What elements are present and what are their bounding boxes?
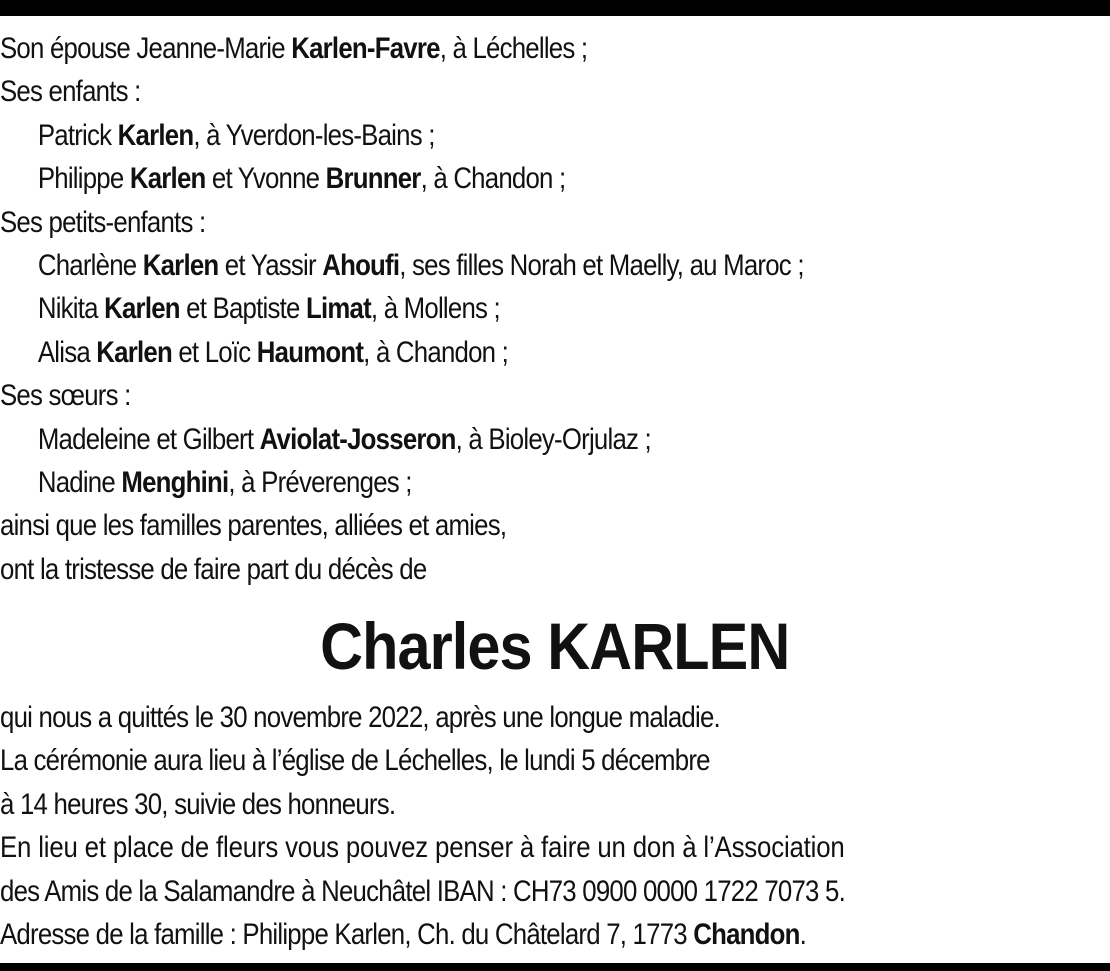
closing-line-1: ainsi que les familles parentes, alliées et amies, bbox=[0, 509, 507, 543]
grandchild-rest: , ses filles Norah et Maelly, au Maroc ; bbox=[399, 248, 804, 282]
grandchild-last: Karlen bbox=[142, 248, 219, 282]
grandchild-rest: , à Mollens ; bbox=[370, 292, 500, 326]
bottom-rule bbox=[0, 963, 1110, 971]
grandchild-mid: et Loïc bbox=[171, 335, 257, 369]
top-rule bbox=[0, 0, 1110, 16]
details-line-3: à 14 heures 30, suivie des honneurs. bbox=[0, 787, 396, 821]
grandchild-first: Nikita bbox=[37, 292, 105, 326]
grandchild-mid: et Yassir bbox=[218, 248, 323, 282]
grandchild-line bbox=[0, 287, 955, 330]
child-last: Karlen bbox=[117, 118, 194, 152]
sisters-heading: Ses sœurs : bbox=[0, 379, 131, 413]
address-prefix: Adresse de la famille : Philippe Karlen, Ch. du Châtelard 7, 1773 bbox=[0, 917, 694, 951]
address-city: Chandon bbox=[693, 917, 800, 951]
details-line-4: En lieu et place de fleurs vous pouvez penser à faire un don à l’Association bbox=[0, 831, 845, 865]
family-list bbox=[0, 27, 955, 591]
address-line bbox=[0, 913, 955, 956]
child-last: Karlen bbox=[129, 162, 206, 196]
details-line-1: qui nous a quittés le 30 novembre 2022, après une longue maladie. bbox=[0, 701, 720, 734]
deceased-name bbox=[0, 605, 1110, 687]
child-first: Patrick bbox=[37, 118, 118, 152]
child-first: Philippe bbox=[37, 162, 130, 196]
grandchild-last: Karlen bbox=[104, 292, 180, 326]
grandchild-last: Karlen bbox=[96, 335, 172, 369]
ceremony-details bbox=[0, 696, 955, 956]
grandchild-partner-last: Limat bbox=[305, 292, 371, 326]
closing-line-2: ont la tristesse de faire part du décès de bbox=[0, 552, 427, 586]
grandchild-partner-last: Ahoufi bbox=[322, 248, 400, 282]
child-line bbox=[0, 114, 955, 157]
child-rest: , à Yverdon-les-Bains ; bbox=[193, 118, 435, 152]
child-line bbox=[0, 157, 955, 200]
spouse-name: Karlen-Favre bbox=[291, 32, 440, 65]
grandchild-line bbox=[0, 244, 955, 287]
address-suffix: . bbox=[799, 917, 807, 951]
spouse-suffix: , à Léchelles ; bbox=[439, 32, 588, 65]
sister-line bbox=[0, 461, 955, 504]
sister-line bbox=[0, 418, 955, 461]
grandchildren-heading: Ses petits-enfants : bbox=[0, 205, 206, 239]
spouse-line bbox=[0, 27, 955, 70]
grandchild-first: Charlène bbox=[37, 248, 143, 282]
child-rest: , à Chandon ; bbox=[420, 162, 566, 196]
grandchild-mid: et Baptiste bbox=[179, 292, 306, 326]
deceased-name-text: Charles KARLEN bbox=[320, 609, 790, 683]
details-line-5: des Amis de la Salamandre à Neuchâtel IBAN : CH73 0900 0000 1722 7073 5. bbox=[0, 874, 846, 908]
grandchild-rest: , à Chandon ; bbox=[363, 335, 509, 369]
details-line-2: La cérémonie aura lieu à l’église de Léchelles, le lundi 5 décembre bbox=[0, 744, 710, 778]
grandchild-first: Alisa bbox=[37, 335, 97, 369]
spouse-prefix: Son épouse Jeanne-Marie bbox=[0, 32, 292, 65]
sister-last: Menghini bbox=[121, 465, 229, 499]
grandchild-partner-last: Haumont bbox=[256, 335, 364, 369]
child-mid: et Yvonne bbox=[205, 162, 326, 196]
sister-rest: , à Bioley-Orjulaz ; bbox=[455, 422, 651, 456]
sister-first: Madeleine et Gilbert bbox=[37, 422, 260, 456]
sister-last: Aviolat-Josseron bbox=[259, 422, 456, 456]
grandchild-line bbox=[0, 331, 955, 374]
sister-first: Nadine bbox=[37, 465, 122, 499]
sister-rest: , à Préverenges ; bbox=[228, 465, 412, 499]
child-partner-last: Brunner bbox=[325, 162, 421, 196]
children-heading: Ses enfants : bbox=[0, 75, 141, 109]
